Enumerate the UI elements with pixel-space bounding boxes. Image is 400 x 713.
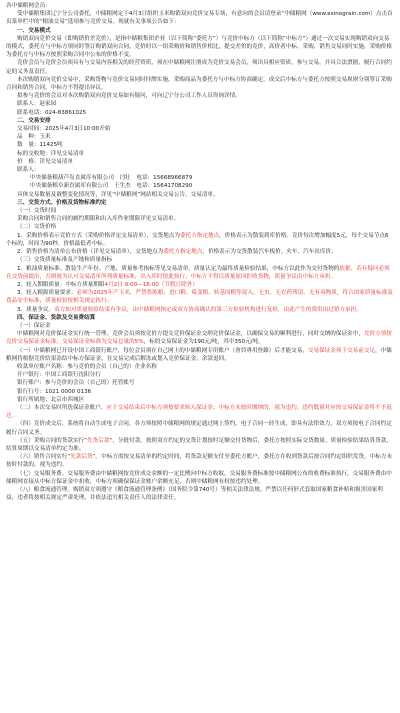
trade-target: 标的交收地：详见交易清单 [17, 150, 85, 157]
contact-name: 闫壮 [119, 175, 131, 182]
contact-phone-number: 024-83861025 [44, 109, 87, 116]
purchase-price-paragraph [6, 232, 394, 248]
deposit-transfer-paragraph [6, 404, 394, 420]
sale-price-text-b: ，价格表示为交货散装汽车板价。火车、汽车出库价。 [202, 249, 337, 256]
deposit-text: 中储粮网对竞价保证金实行统一管理。竞价会员须按竞价方提交竞价保证金交纳竞价保证金，以确保交易的顺利进行，同时交纳的保证金中， [17, 331, 364, 338]
intro-text-a: 受中储粮集团辽宁分公司委托，中储粮网定于4月3日组织玉米购销双向竞价交易专场，有意向的会员请登录“中储粮网（ [17, 11, 313, 18]
deposit-text-b: ，标的交易保证金为190元/吨，其中350元/吨。 [143, 339, 264, 346]
sale-price-text: 2．销售价格为清单公布价格（详见交易清单），交货地点为 [17, 249, 164, 256]
purchase-price-text: 1．采购价格表示竞价方式（采购价格评定交易清单），交货地点为 [17, 232, 180, 239]
sale-payment-text-b: ”。中标方需按交易清单的约定时间，将货款足额支付至委托方账户，委托方在收到货款后按合同约定组织发货，中标方未按时付款的，视为违约。 [6, 454, 393, 469]
section-heading-arrangement: 二、交易安排 [17, 117, 51, 124]
e-contract-paragraph: （四）竞价成交后，系统将自动生成电子合同，各方须按照中储粮网的规定通过网上签约，电子合同一经生成，即具有法律效力，双方须按电子合同约定履行合同义务。 [6, 421, 392, 436]
deposit-highlight: 竞价方须按竞价交易保证金标准，交易保证金标准为交易总量的5% [6, 331, 392, 346]
bank-account-name: 银行账户：参与竞价的会员（自己的）托管账号 [17, 380, 135, 387]
inbound-period-label: 2．轮入期限质量： [17, 281, 66, 288]
quality-dispute-paragraph [6, 306, 394, 314]
deposit-paragraph [6, 330, 394, 346]
greeting: 各中储粮网会员： [6, 3, 51, 9]
quality-dispute-label: 3．质量争议。 [17, 306, 55, 313]
service-fee-paragraph: （七）交易服务费。交易服务费由中储粮网按竞价成交金额的一定比例向中标方收取，交易服务费标准按中储粮网公布的收费标准执行，交易服务费由中储粮网直接从中标方保证金中扣收，中标方须确保保证金账户余额充足，否则中储粮网有权按违约处理。 [6, 470, 392, 485]
contact-row [6, 182, 394, 190]
sub-heading-deposit: （一）保证金 [17, 322, 51, 329]
website-link[interactable]: www.esinograin.com [312, 11, 371, 18]
contact-row [6, 174, 394, 182]
contact-phone-label: 电话： [136, 183, 154, 190]
purchase-payment-highlight: 先货后款 [87, 437, 110, 444]
sale-payment-text: （六）销售合同实行“ [17, 454, 71, 461]
deposit-account-paragraph [6, 347, 394, 363]
deposit-transfer-text: （二）本次交易时所选保证金账户， [17, 404, 107, 411]
section-heading-trade-mode: 一、交易模式 [17, 27, 51, 34]
contact-name: 王生杰 [113, 183, 131, 190]
trade-product: 品 种：玉米 [17, 134, 51, 141]
sale-price-highlight: 委托方指定地点 [163, 249, 203, 256]
bank-location: 银行所属地：北京市西城区 [17, 396, 85, 403]
bank-code: 银行行号：1021 0000 0136 [17, 388, 92, 395]
purchase-payment-paragraph [6, 437, 394, 453]
quality-standard-text: 1．粮油质量标准。散装生产年份、产地、质量参考指标等见交易清单。质量认定为最终质量检验结果，中标方以此作为交付货物的 [17, 265, 340, 272]
grain-source-highlight: 必须为2025年产玉米，严禁将陈粮、进口粮、霉变粮、转基因粮等混入，无虫、无农药残留、无有毒物质，符合国家质量标准及食品安全标准，质量检验按相关规定执行。 [6, 290, 393, 305]
contact-company: 中央储备粮阜新直属库有限公司 [30, 183, 109, 190]
trade-quantity: 数 量：11425吨 [17, 142, 63, 149]
sale-payment-highlight: 先款后货 [70, 454, 93, 461]
purchase-price-highlight: 委托方指定地点 [179, 232, 220, 239]
trade-mode-paragraph-3: 本次购销双向竞价交易中，采购货物与竞价交易同时挂牌实施，采购商品为委托方与中标方协商确定，成交后中标方与委托方按照交易规则分别签订采购合同和销售合同，中标方不得提出异议。 [6, 76, 392, 92]
quality-standard-paragraph [6, 265, 394, 281]
bank-name: 开户银行：中国工商银行沈阳分行 [17, 372, 101, 379]
trade-mode-paragraph-1: 购销双向竞价交易（即购销价差竞价），是指中储粮集团企业（以下简称“委托方”）与竞价中标方（以下简称“中标方”）通过一次交易实现购销双向交易的模式，委托方与中标方须同时签订购销双向合同，竞价时以一组采购价和销售价相比，提交差价的竞价，高价者中标。采购、销售交易同时实施，采购价格为委托方与中标方按照采购合同中公布的价格不变。 [6, 35, 392, 59]
inbound-period-paragraph [6, 281, 394, 289]
intro-paragraph [6, 10, 394, 26]
quality-dispute-highlight: 双方如对质量检验结果有争议，由中储粮网指定或双方协商确认的第三方检验机构进行复检，由此产生的费用由过错方承担。 [54, 306, 362, 313]
bank-payee: 收款单位账户名称：参与竞价的会员（自己的）企业名称 [17, 363, 157, 370]
section-heading-settlement: 四、保证金、货款及交易费结算 [17, 314, 96, 321]
deposit-account-highlight: 交易保证金须于交易前交足 [307, 347, 376, 354]
trade-price: 价 格：详见交易清单 [17, 158, 73, 165]
contact-phone-label: 电话： [136, 175, 154, 182]
deposit-account-text: （一）中储粮网已开设中国工商银行账户，每位会员须在自己网上的中储粮网专用账户（會員專用登錄）后才能交易， [17, 347, 308, 354]
trade-time: 交易时间：2025年4月3日10:00开始 [17, 126, 111, 133]
sub-heading-quality: （三）交货质量标准及产地和质量指标 [17, 257, 113, 264]
purchase-price-text-b: ，价格表示为散装到库价格。竞价每次增加幅度5元，每个交易节点6个标的，时间为90秒，价格最低者中标。 [6, 232, 389, 247]
contact-header: 联系人： [17, 167, 40, 174]
quality-standard-highlight: 依据，若有疑问必须在交货前提出，否则视为认可交易清单所列质量标准，出入库时按此执行。中标方不得以质量原因拒收货物，质量争议由中标方承担。 [6, 265, 390, 280]
sale-price-paragraph [6, 248, 394, 256]
sale-payment-paragraph [6, 453, 394, 469]
contact-phone-number: 15641708290 [153, 183, 193, 190]
contact-phone-label: 联系电话： [17, 109, 45, 116]
contact-person: 联系人：赵家园 [17, 101, 57, 108]
arrangement-detail: 具体交易数量及调整变化情况等，详见“中储粮网”网站相关交易公告、交易清单。 [17, 191, 219, 198]
deposit-account-text-b: ，中储粮网将根据竞价结果冻结中标方保证金，在交易完成后解冻或划入竞价保证金，余款退回。 [6, 347, 392, 362]
sub-heading-delivery-time: （一）交货时间 [17, 208, 57, 215]
contact-phone-number: 15668966879 [153, 175, 193, 182]
purchase-payment-text: （五）采购合同的货款实行“ [17, 437, 88, 444]
purchase-payment-text-b: ”，分批付款，按照双方约定的交货计划按时足额交付货物后，委托方按照实际交货数量、质量检验结果结算货款，结算周期以交易清单约定为准。 [6, 437, 393, 452]
inbound-period-text: 中标方质量期限 [65, 281, 105, 288]
trade-mode-paragraph-2: 竞价会员与竞价会员须具有与交易内容相关的经营资质，须在中储粮网注册成为竞价交易会员，须出具相应资质，参与交易，开具合法票据，履行合同约定的义务及责任。 [6, 60, 392, 75]
inbound-period-date: 4月2日 9:00—16:00（节假日除外） [104, 281, 198, 288]
section-heading-delivery: 三、交货方式、价格及货物标准约定 [17, 199, 107, 206]
contact-company: 中央储备粮葫芦岛直属库有限公司 [30, 175, 114, 182]
contact-phone [6, 109, 394, 117]
sub-heading-delivery-price: （二）交货价格 [17, 224, 57, 231]
delivery-time-paragraph: 采购合同和销售合同的履约期限和出入库作业期限详见交易清单。 [17, 216, 180, 223]
trade-mode-paragraph-4: 拟参与竞价的会员对本次购销双向竞价交易如有疑问，可向辽宁分公司工作人员咨询详情。 [17, 93, 241, 100]
deposit-transfer-highlight: 应于交易结束后中标方须按要求转入保证金；中标方未按时缴纳的，视为违约，违约数量对应的交易保证金将不予退还。 [6, 404, 392, 420]
grain-source-label: 3．轮入粮源质量要求： [17, 290, 77, 297]
grain-source-paragraph [6, 289, 394, 305]
grain-regulation-paragraph: （八）粮食流通管理。购销双方须遵守《粮食流通管理条例》（国务院令第740号）等相关法律法规，严禁以任何形式套取国家粮食补贴和损害国家利益，违者将按相关规定严肃处理，并依法追究相关责任人的法律责任。 [6, 486, 383, 502]
intro-text-b: ）点击首页菜单栏中的“粮油交易”选项参与竞价交易。现就有关事项公告如下： [6, 11, 393, 26]
